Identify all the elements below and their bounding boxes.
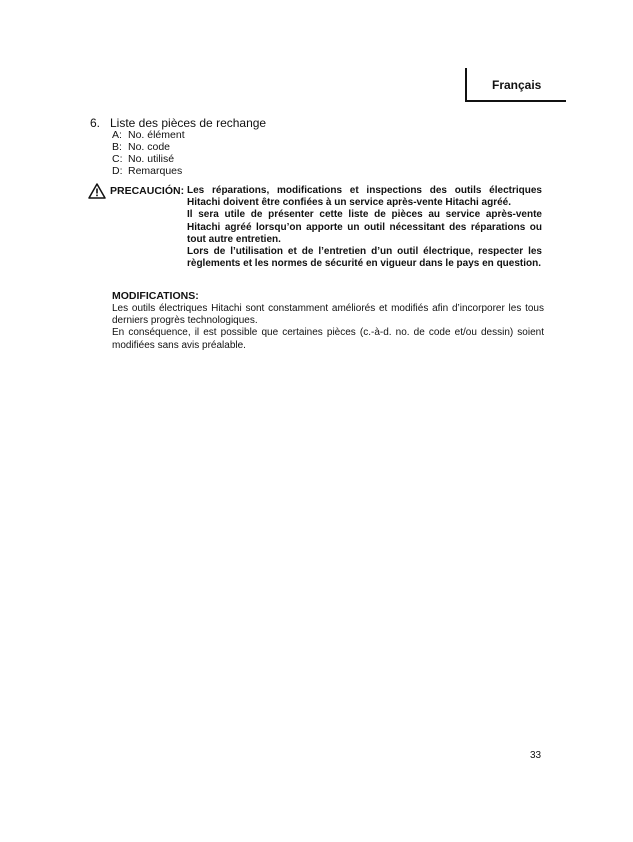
legend-label: No. élément bbox=[128, 129, 185, 141]
legend-label: No. utilisé bbox=[128, 153, 175, 165]
caution-text bbox=[187, 185, 542, 270]
legend-label: Remarques bbox=[128, 165, 183, 177]
modifications-paragraph: Les outils électriques Hitachi sont constamment améliorés et modifiés afin d’incorporer les tous derniers progrès technologiques. bbox=[112, 303, 544, 327]
caution-label: PRECAUCIÓN: bbox=[110, 185, 185, 197]
legend-item bbox=[112, 141, 185, 153]
modifications-title: MODIFICATIONS: bbox=[112, 290, 199, 302]
legend-label: No. code bbox=[128, 141, 171, 153]
legend-key: C: bbox=[112, 153, 123, 165]
legend-item bbox=[112, 165, 185, 177]
modifications-text bbox=[112, 303, 544, 352]
tab-divider-vertical bbox=[465, 68, 467, 102]
legend-key: D: bbox=[112, 165, 123, 177]
legend-key: A: bbox=[112, 129, 122, 141]
caution-paragraph: Lors de l’utilisation et de l’entretien d’un outil électrique, respecter les règlements et les normes de sécurité en vigueur dans le pays en question. bbox=[187, 246, 542, 270]
caution-paragraph: Les réparations, modifications et inspections des outils électriques Hitachi doivent être confiées à un service après-vente Hitachi agréé. bbox=[187, 185, 542, 209]
language-tab bbox=[465, 68, 566, 100]
modifications-paragraph: En conséquence, il est possible que certaines pièces (c.-à-d. no. de code et/ou dessin) soient modifiées sans avis préalable. bbox=[112, 327, 544, 351]
legend-list bbox=[112, 129, 185, 177]
caution-paragraph: Il sera utile de présenter cette liste de pièces au service après-vente Hitachi agréé lorsqu’on apporte un outil nécessitant des réparations ou tout autre entretien. bbox=[187, 209, 542, 245]
modifications-block bbox=[112, 290, 544, 352]
legend-key: B: bbox=[112, 141, 122, 153]
legend-item bbox=[112, 153, 185, 165]
warning-triangle-icon bbox=[88, 183, 106, 199]
tab-divider-horizontal bbox=[465, 100, 566, 102]
legend-item bbox=[112, 129, 185, 141]
section-title: Liste des pièces de rechange bbox=[110, 116, 267, 130]
page-number: 33 bbox=[530, 750, 542, 761]
section-number: 6. bbox=[90, 116, 101, 130]
language-label: Français bbox=[492, 78, 542, 92]
